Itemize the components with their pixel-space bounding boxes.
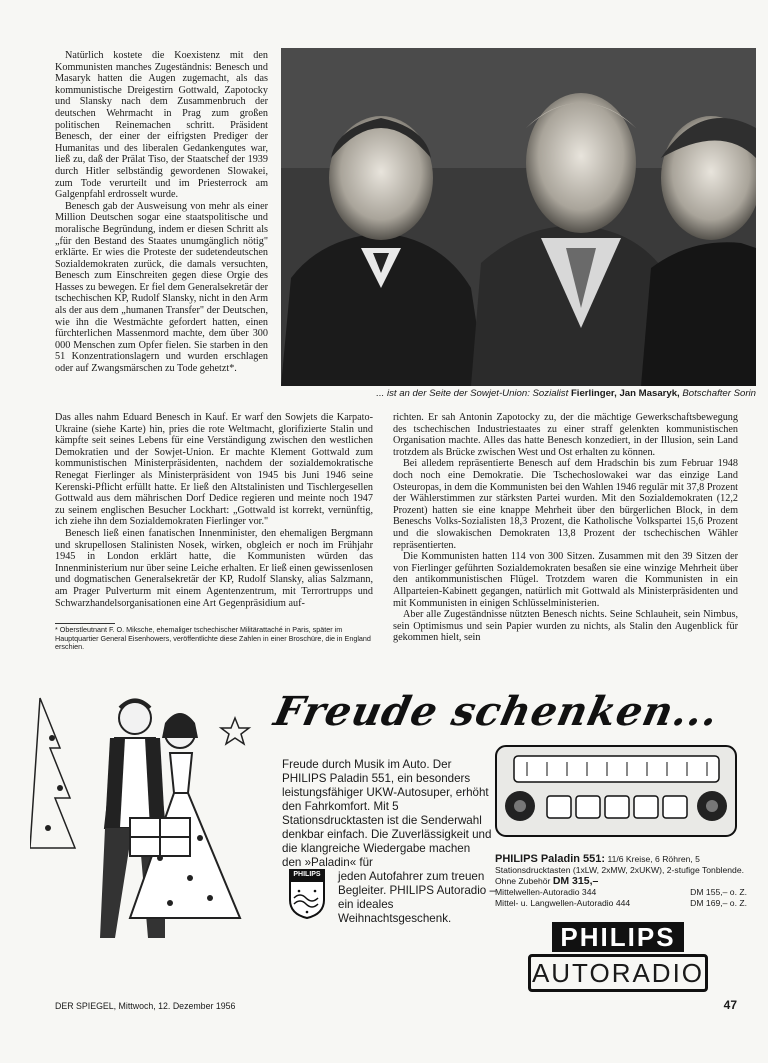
spec-row-label: Mittel- u. Langwellen-Autoradio 444 — [495, 898, 631, 908]
footer-issue: DER SPIEGEL, Mittwoch, 12. Dezember 1956 — [55, 1001, 236, 1011]
caption-names: Fierlinger, Jan Masaryk, — [570, 388, 680, 399]
philips-autoradio-logo — [528, 922, 708, 992]
caption-suffix: Botschafter Sorin — [679, 388, 756, 399]
article-paragraph: Natürlich kostete die Koexistenz mit den Kommunisten manches Zugeständnis: Benesch und Masaryk hatten die Augen zugemacht, als das kommunistische Dreigestirn Gottwald, Zapotocky und Slansky nach dem Zusammenbruch der deutschen Wehrmacht in Prag zum großen politischen Reinemachen schritt. Präsident Benesch, der einer der eifrigsten Prediger der Humanitas und des liberalen Gedankengutes war, ließ zu, daß der Prälat Tiso, der Staatschef der 1939 durch Hitler selbständig gewordenen Slowakei, zum Tode verurteilt und im Priesterrock am Galgenpfahl erdrosselt wurde. — [55, 50, 268, 201]
ad-headline: Freude schenken... — [270, 688, 724, 735]
footnote: * Oberstleutnant F. O. Miksche, ehemaliger tschechischer Militärattaché in Paris, später im Hauptquartier General Eisenhowers, veröffentlichte diese Zahlen in einer Broschüre, die in England erschien. — [55, 625, 371, 652]
page-footer — [55, 998, 737, 1012]
spec-product-name: PHILIPS Paladin 551: — [495, 853, 606, 865]
ad-specs — [495, 854, 747, 909]
spec-description: 11/6 Kreise, 6 Röhren, 5 Stationsdrucktasten (1xLW, 2xMW, 2xUKW), 2-stufige Tonblende. Ohne Zubehör — [495, 854, 745, 886]
car-radio-image — [492, 740, 742, 840]
article-paragraph: Die Kommunisten hatten 114 von 300 Sitzen. Zusammen mit den 39 Sitzen der von Fierlinger geführten Sozialdemokraten besaßen sie eine winzige Mehrheit über den antikommunistischen Flügel. Trotzdem waren die Kommunisten in ein Allparteien-Kabinett gegangen, natürlich mit Gottwald als Ministerpräsidenten und mit Kommunisten in einigen Schlüsselministerien. — [393, 551, 738, 609]
article-paragraph: Aber alle Zugeständnisse nützten Benesch nichts. Seine Schlauheit, sein Nimbus, sein Optimismus und sein Papier wurden zu nichts, als Stalin den Augenblick für gekommen hielt, sein — [393, 609, 738, 644]
article-paragraph: Benesch ließ einen fanatischen Innenminister, den ehemaligen Bergmann und skrupellosen Stalinisten Nosek, wirken, obgleich er noch im Frühjahr 1945 in London erklärt hatte, die Kommunisten würden das Innenministerium nur über seine Leiche erhalten. Er ließ einen gewissenlosen und dogmatischen Generalsekretär der KP, Rudolf Slansky, alias Salzmann, am Prager Pulverturm mit einem Agentenzentrum, mit Terrortrupps und Schwarzhandelsorganisationen eine Art Gegenpräsidium auf- — [55, 527, 373, 609]
article-column-middle — [55, 412, 373, 609]
article-paragraph: Benesch gab der Ausweisung von mehr als einer Million Deutschen sogar eine staatspolitische und moralische Begründung, indem er diesen Schritt als „für den Bestand des Staates unumgänglich nötig" erklärte. Er wies die Proteste der sudetendeutschen Sozialdemokraten zurück, die damals versuchten, Benesch zum Einschreiten gegen diese Orgie des Hasses zu bewegen. Er fiel dem Generalsekretär der tschechischen KP, Rudolf Slansky, nicht in den Arm als der aus dem „humanen Transfer" der Deutschen, wie ihn die Westmächte gefordert hatten, einen fürchterlichen Massenmord machte, dem über 300 000 Menschen zum Opfer fielen. Sie starben in den 51 Konzentrationslagern und wurden erschlagen oder auf Zwangsmärschen zu Tode gehetzt*. — [55, 200, 268, 375]
article-column-right — [393, 412, 738, 644]
shield-label: PHILIPS — [293, 871, 321, 878]
spec-price: DM 315,– — [552, 875, 599, 887]
article-paragraph: Das alles nahm Eduard Benesch in Kauf. Er warf den Sowjets die Karpato-Ukraine (siehe Karte) hin, pries die rote Weltmacht, glorifizierte Stalin und kämpfte seit seines Lebens für eine Verständigung zwischen den westlichen Demokratien und der Sowjet-Union. Er machte Klement Gottwald zum kommunistischen Ministerpräsidenten, nachdem der sozialdemokratische Renegat Fierlinger als Ministerpräsident von 1945 bis Juni 1946 seine Kerenski-Pflicht erfüllt hatte. Er ließ den Altstalinisten und Tischlergesellen Gottwald aus dem mährischen Dorf Dedice regieren und meinte noch 1947 zu seinem englischen Besucher Lockhart: „Gottwald ist korrekt, vernünftig, ich ziehe ihn dem Sozialdemokraten Fierlinger vor." — [55, 412, 373, 528]
brand-autoradio: AUTORADIO — [528, 954, 708, 992]
spec-row-price: DM 155,– o. Z. — [690, 887, 747, 897]
caption-prefix: ... ist an der Seite der Sowjet-Union: Sozialist — [376, 388, 571, 399]
article-paragraph: richten. Er sah Antonin Zapotocky zu, der die mächtige Gewerkschaftsbewegung des tschechischen Industriestaates zu einer straff gelenkten kommunistischen Organisation machte. Alles das hatte Benesch konzediert, in der Illusion, sein Land trotzdem als Brücke zwischen West und Ost erhalten zu können. — [393, 412, 738, 458]
ad-text-top: Freude durch Musik im Auto. Der PHILIPS Paladin 551, ein besonders leistungsfähiger UKW-Autosuper, erhöht den Fahrkomfort. Mit 5 Stationsdrucktasten ist die Senderwahl denkbar einfach. Die Zuverlässigkeit und die klangreiche Wiedergabe machen den »Paladin« für — [282, 758, 492, 869]
article-paragraph: Bei alledem repräsentierte Benesch auf dem Hradschin bis zum Februar 1948 doch noch eine Demokratie. Die Tschechoslowakei war das einzige Land Osteuropas, in dem die Kommunisten bei den Wahlen 1946 regulär mit 37,8 Prozent der Wählerstimmen zur stärksten Partei wurden. Mit den Sozialdemokraten (12,2 Prozent) hatten sie eine knappe Mehrheit über den bürgerlichen Block, in dem Beneschs Volks-Sozialisten 18,3 Prozent, die Katholische Volkspartei 15,6 Prozent und die slowakischen Demokraten 13,8 Prozent der tschechischen Wähler repräsentierten. — [393, 458, 738, 551]
page-number: 47 — [723, 998, 737, 1012]
philips-advertisement — [30, 678, 750, 988]
brand-philips: PHILIPS — [552, 922, 683, 952]
photo-caption — [281, 388, 756, 399]
spec-row — [495, 887, 747, 898]
article-photo — [281, 48, 756, 386]
spec-row — [495, 898, 747, 909]
article-column-left — [55, 50, 268, 375]
ad-text-bottom: jeden Autofahrer zum treuen Begleiter. PHILIPS Autoradio – ein ideales Weihnachtsgeschenk. — [338, 870, 496, 925]
spec-row-label: Mittelwellen-Autoradio 344 — [495, 887, 597, 897]
ad-illustration-couple — [30, 678, 270, 978]
spec-row-price: DM 169,– o. Z. — [690, 898, 747, 908]
footnote-rule — [55, 623, 115, 624]
